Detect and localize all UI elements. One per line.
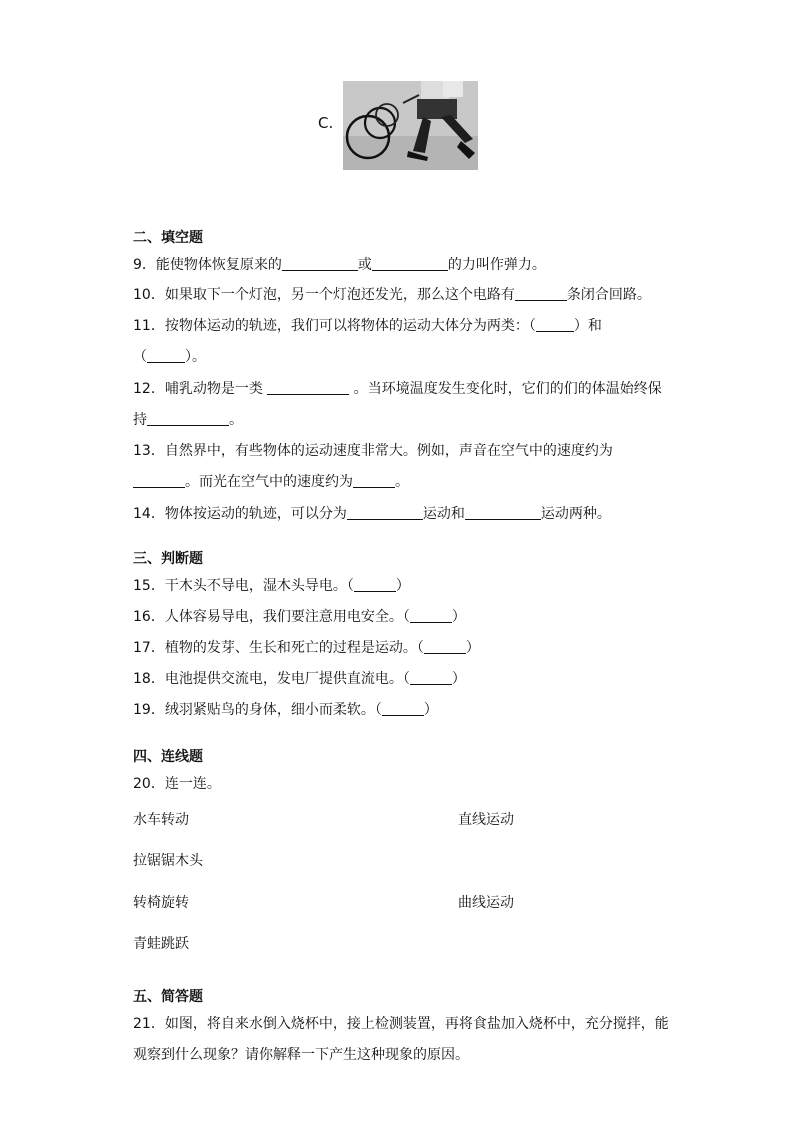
q16-text-a: 16．人体容易导电，我们要注意用电安全。（ bbox=[133, 609, 410, 625]
q16-blank[interactable] bbox=[410, 608, 452, 623]
q10-text-a: 10．如果取下一个灯泡，另一个灯泡还发光，那么这个电路有 bbox=[133, 287, 515, 303]
q11-text-b: ）和 bbox=[573, 318, 602, 334]
q10-text-b: 条闭合回路。 bbox=[566, 287, 651, 303]
question-9 bbox=[133, 256, 546, 274]
option-c-label: C. bbox=[318, 114, 334, 132]
q15-text-b: ） bbox=[395, 578, 410, 594]
match-right-item[interactable]: 直线运动 bbox=[458, 812, 514, 828]
q19-text-a: 19．绒羽紧贴鸟的身体，细小而柔软。（ bbox=[133, 702, 382, 718]
question-19 bbox=[133, 701, 438, 719]
match-left-item[interactable]: 转椅旋转 bbox=[133, 895, 189, 911]
q13-text-a: 13．自然界中，有些物体的运动速度非常大。例如，声音在空气中的速度约为 bbox=[133, 443, 613, 459]
q12-text-d: 。 bbox=[229, 412, 243, 428]
q17-blank[interactable] bbox=[424, 639, 466, 654]
q17-text-a: 17．植物的发芽、生长和死亡的过程是运动。（ bbox=[133, 640, 424, 656]
section-heading-fill: 二、填空题 bbox=[133, 230, 203, 246]
q18-text-a: 18．电池提供交流电，发电厂提供直流电。（ bbox=[133, 671, 410, 687]
q13-text-c: 。 bbox=[395, 474, 409, 490]
question-13 bbox=[133, 442, 613, 460]
q12-text-b: 。当环境温度发生变化时，它们的们的体温始终保 bbox=[353, 381, 662, 397]
q14-text-c: 运动两种。 bbox=[540, 506, 611, 522]
q18-blank[interactable] bbox=[410, 670, 452, 685]
q14-blank-2[interactable] bbox=[465, 505, 541, 520]
match-left-item[interactable]: 青蛙跳跃 bbox=[133, 936, 189, 952]
match-left-item[interactable]: 拉锯锯木头 bbox=[133, 853, 203, 869]
question-12-cont bbox=[133, 411, 243, 429]
question-18 bbox=[133, 670, 466, 688]
question-16 bbox=[133, 608, 466, 626]
match-right-item[interactable]: 曲线运动 bbox=[458, 895, 514, 911]
question-21: 21．如图，将自来水倒入烧杯中，接上检测装置，再将食盐加入烧杯中，充分搅拌，能 bbox=[133, 1016, 669, 1032]
q14-text-b: 运动和 bbox=[422, 506, 465, 522]
q11-text-d: ）。 bbox=[185, 349, 206, 365]
q13-blank-2[interactable] bbox=[353, 473, 395, 488]
section-heading-judge: 三、判断题 bbox=[133, 551, 203, 567]
q19-blank[interactable] bbox=[382, 701, 424, 716]
q9-blank-2[interactable] bbox=[372, 256, 448, 271]
q9-text-c: 的力叫作弹力。 bbox=[447, 257, 546, 273]
q11-blank-1[interactable] bbox=[536, 317, 574, 332]
q19-text-b: ） bbox=[423, 702, 438, 718]
q11-blank-2[interactable] bbox=[147, 348, 185, 363]
q14-blank-1[interactable] bbox=[347, 505, 423, 520]
question-17 bbox=[133, 639, 480, 657]
question-20: 20．连一连。 bbox=[133, 776, 221, 792]
q12-text-c: 持 bbox=[133, 412, 147, 428]
question-10 bbox=[133, 286, 651, 304]
q9-text-a: 9．能使物体恢复原来的 bbox=[133, 257, 282, 273]
q12-text-a: 12．哺乳动物是一类 bbox=[133, 381, 263, 397]
option-c-photo bbox=[343, 81, 478, 170]
q10-blank[interactable] bbox=[515, 286, 567, 301]
q9-blank-1[interactable] bbox=[282, 256, 358, 271]
section-heading-short: 五、简答题 bbox=[133, 989, 203, 1005]
q12-blank-1[interactable] bbox=[267, 380, 349, 395]
match-left-item[interactable]: 水车转动 bbox=[133, 812, 189, 828]
section-heading-match: 四、连线题 bbox=[133, 749, 203, 765]
question-21-cont: 观察到什么现象？请你解释一下产生这种现象的原因。 bbox=[133, 1047, 469, 1063]
q15-text-a: 15．干木头不导电，湿木头导电。（ bbox=[133, 578, 354, 594]
question-13-cont bbox=[133, 473, 409, 491]
q16-text-b: ） bbox=[451, 609, 466, 625]
question-12 bbox=[133, 380, 662, 398]
q18-text-b: ） bbox=[451, 671, 466, 687]
q17-text-b: ） bbox=[465, 640, 480, 656]
q9-text-b: 或 bbox=[357, 257, 372, 273]
question-11-cont bbox=[133, 348, 206, 366]
q15-blank[interactable] bbox=[354, 577, 396, 592]
q13-text-b: 。而光在空气中的速度约为 bbox=[185, 474, 353, 490]
q11-text-c: （ bbox=[133, 349, 147, 365]
q13-blank-1[interactable] bbox=[133, 473, 185, 488]
q11-text-a: 11．按物体运动的轨迹，我们可以将物体的运动大体分为两类：（ bbox=[133, 318, 536, 334]
q14-text-a: 14．物体按运动的轨迹，可以分为 bbox=[133, 506, 347, 522]
question-14 bbox=[133, 505, 611, 523]
question-11 bbox=[133, 317, 602, 335]
q12-blank-2[interactable] bbox=[147, 411, 229, 426]
question-15 bbox=[133, 577, 410, 595]
